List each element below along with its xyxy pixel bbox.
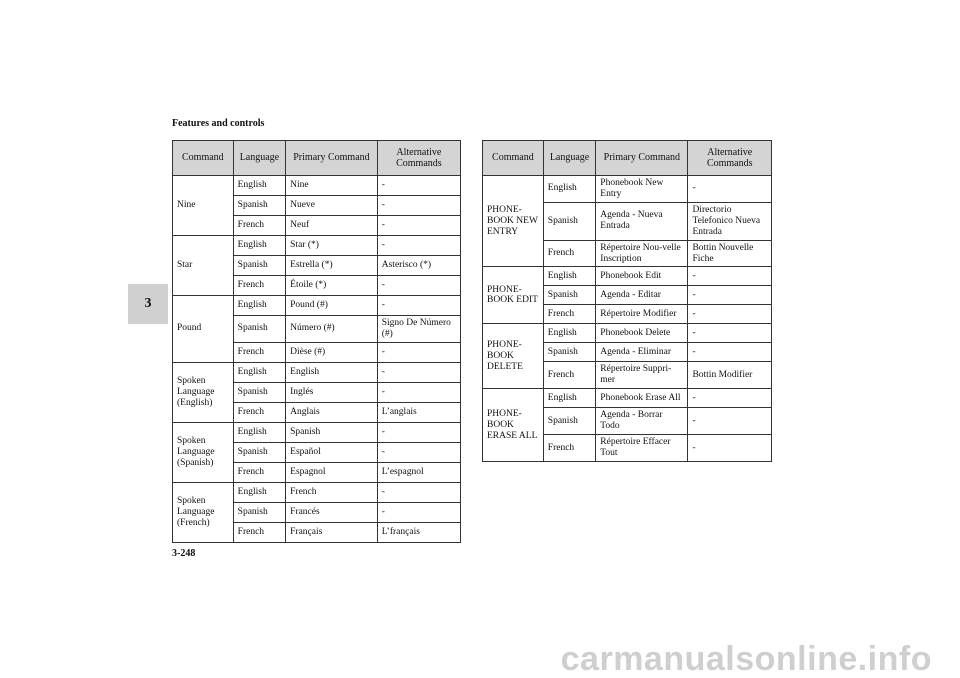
table-row [173,362,461,382]
language-cell: English [233,362,285,382]
command-cell: Nine [173,176,234,236]
alternative-cell: L’espagnol [377,462,460,482]
alternative-cell: - [688,267,772,286]
command-cell: Spoken Language (English) [173,362,234,422]
alternative-cell: - [377,236,460,256]
language-cell: English [543,389,596,408]
header-command: Command [173,141,234,176]
alternative-cell: - [377,176,460,196]
table-row [483,324,772,343]
language-cell: Spanish [543,408,596,435]
language-cell: English [543,267,596,286]
table-row [173,296,461,316]
watermark-text: carmanualsonline.info [560,640,932,678]
alternative-cell: - [688,408,772,435]
alternative-cell: - [377,382,460,402]
alternative-cell: - [377,502,460,522]
alternative-cell: Bottin Modifier [688,362,772,389]
language-cell: Spanish [233,316,285,343]
table-row [483,389,772,408]
language-cell: French [233,216,285,236]
primary-cell: Anglais [286,402,378,422]
primary-cell: Agenda - Eliminar [596,343,688,362]
alternative-cell: - [377,422,460,442]
command-cell: Spoken Language (French) [173,482,234,542]
language-cell: French [233,522,285,542]
alternative-cell: - [688,343,772,362]
primary-cell: Phonebook Erase All [596,389,688,408]
alternative-cell: - [377,342,460,362]
header-alternative-commands: Alternative Commands [377,141,460,176]
language-cell: English [233,296,285,316]
alternative-cell: - [377,196,460,216]
primary-cell: Número (#) [286,316,378,343]
alternative-cell: L’anglais [377,402,460,422]
primary-cell: Estrella (*) [286,256,378,276]
language-cell: French [233,342,285,362]
header-alternative-commands: Alternative Commands [688,141,772,176]
language-cell: Spanish [543,202,596,240]
primary-cell: Répertoire Effacer Tout [596,435,688,462]
language-cell: Spanish [233,502,285,522]
language-cell: French [543,305,596,324]
language-cell: English [233,176,285,196]
primary-cell: Phonebook Edit [596,267,688,286]
command-cell: PHONE-BOOK NEW ENTRY [483,176,544,267]
command-cell: Spoken Language (Spanish) [173,422,234,482]
alternative-cell: - [688,176,772,203]
language-cell: English [543,324,596,343]
language-cell: Spanish [543,286,596,305]
language-cell: English [543,176,596,203]
language-cell: French [543,362,596,389]
primary-cell: Répertoire Suppri-mer [596,362,688,389]
primary-cell: Pound (#) [286,296,378,316]
language-cell: English [233,236,285,256]
language-cell: Spanish [233,196,285,216]
header-primary-command: Primary Command [286,141,378,176]
alternative-cell: Directorio Telefonico Nueva Entrada [688,202,772,240]
command-cell: Star [173,236,234,296]
alternative-cell: - [377,482,460,502]
header-primary-command: Primary Command [596,141,688,176]
primary-cell: Phonebook Delete [596,324,688,343]
section-title: Features and controls [172,118,265,129]
primary-cell: Francés [286,502,378,522]
alternative-cell: L’français [377,522,460,542]
page-number: 3-248 [172,548,196,559]
alternative-cell: - [377,276,460,296]
command-cell: Pound [173,296,234,363]
primary-cell: Star (*) [286,236,378,256]
language-cell: French [233,276,285,296]
table-header-row [173,141,461,176]
header-language: Language [233,141,285,176]
alternative-cell: Bottin Nouvelle Fiche [688,240,772,267]
table-row [483,176,772,203]
voice-command-table-left [172,140,461,543]
primary-cell: Répertoire Modifier [596,305,688,324]
alternative-cell: - [377,296,460,316]
language-cell: Spanish [233,382,285,402]
table-row [173,482,461,502]
table-row [483,267,772,286]
primary-cell: Spanish [286,422,378,442]
primary-cell: Agenda - Editar [596,286,688,305]
primary-cell: Répertoire Nou-velle Inscription [596,240,688,267]
table-row [173,422,461,442]
command-cell: PHONE-BOOK ERASE ALL [483,389,544,462]
table-row [173,236,461,256]
alternative-cell: - [688,324,772,343]
language-cell: Spanish [543,343,596,362]
voice-command-table-right [482,140,772,462]
primary-cell: Espagnol [286,462,378,482]
primary-cell: French [286,482,378,502]
header-command: Command [483,141,544,176]
alternative-cell: - [688,286,772,305]
primary-cell: Nueve [286,196,378,216]
primary-cell: Inglés [286,382,378,402]
primary-cell: Étoile (*) [286,276,378,296]
primary-cell: Español [286,442,378,462]
command-cell: PHONE-BOOK DELETE [483,324,544,389]
primary-cell: Agenda - Borrar Todo [596,408,688,435]
alternative-cell: - [377,442,460,462]
alternative-cell: - [688,305,772,324]
primary-cell: Phonebook New Entry [596,176,688,203]
language-cell: French [543,240,596,267]
language-cell: English [233,422,285,442]
language-cell: French [233,462,285,482]
primary-cell: Neuf [286,216,378,236]
primary-cell: Agenda - Nueva Entrada [596,202,688,240]
alternative-cell: Asterisco (*) [377,256,460,276]
chapter-tab: 3 [128,284,168,324]
language-cell: French [543,435,596,462]
language-cell: French [233,402,285,422]
command-cell: PHONE-BOOK EDIT [483,267,544,324]
header-language: Language [543,141,596,176]
table-row [173,176,461,196]
alternative-cell: - [688,435,772,462]
primary-cell: English [286,362,378,382]
primary-cell: Nine [286,176,378,196]
alternative-cell: - [377,216,460,236]
alternative-cell: - [377,362,460,382]
language-cell: Spanish [233,256,285,276]
language-cell: English [233,482,285,502]
table-header-row [483,141,772,176]
alternative-cell: Signo De Número (#) [377,316,460,343]
primary-cell: Français [286,522,378,542]
language-cell: Spanish [233,442,285,462]
alternative-cell: - [688,389,772,408]
primary-cell: Dièse (#) [286,342,378,362]
